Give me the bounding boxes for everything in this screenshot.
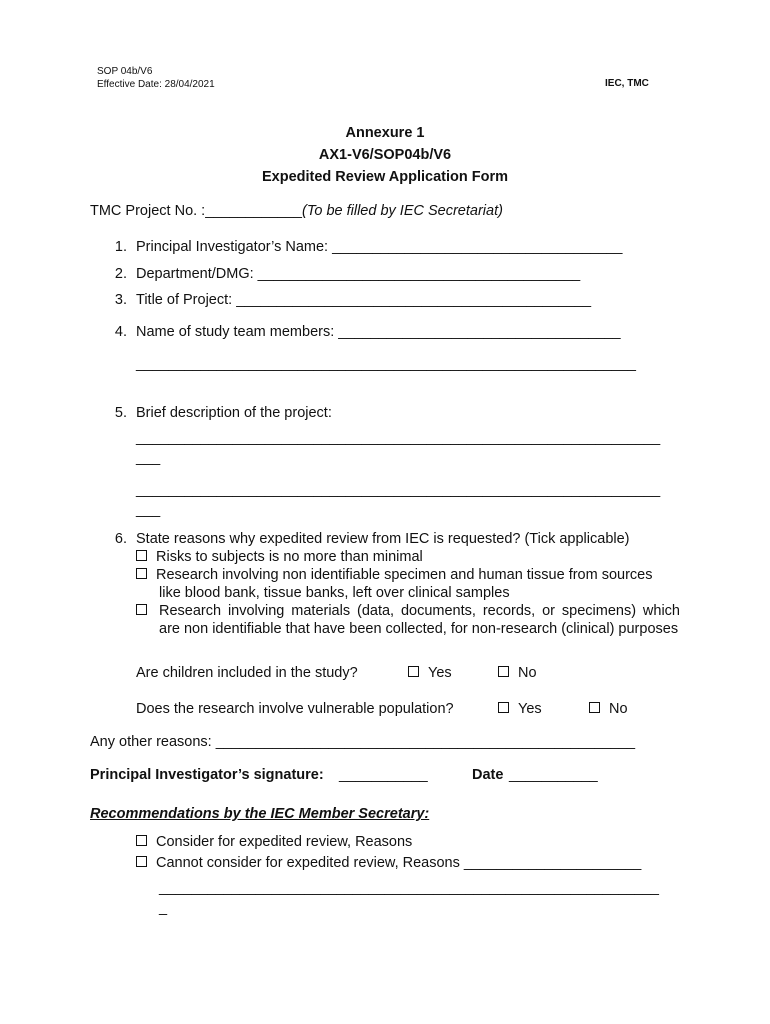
checkbox-icon[interactable]: [136, 835, 147, 846]
children-yes-option[interactable]: [408, 665, 452, 681]
department-field[interactable]: Department/DMG: ________________________________________: [136, 266, 581, 282]
vulnerable-yes-label: Yes: [518, 701, 542, 717]
consider-option[interactable]: [136, 834, 412, 850]
checkbox-icon[interactable]: [408, 666, 419, 677]
sop-number: SOP 04b/V6: [97, 66, 153, 77]
effective-date: Effective Date: 28/04/2021: [97, 79, 215, 90]
item-4-number: 4.: [114, 324, 127, 340]
checkbox-icon[interactable]: [498, 666, 509, 677]
checkbox-icon[interactable]: [589, 702, 600, 713]
annexure-title: Annexure 1: [345, 125, 425, 141]
project-no-row: [90, 203, 503, 219]
reasons-line[interactable]: ______________________________________________________________: [159, 880, 659, 896]
team-members-field[interactable]: Name of study team members: ___________________________________: [136, 324, 621, 340]
item-2-number: 2.: [114, 266, 127, 282]
vulnerable-question: Does the research involve vulnerable population?: [136, 701, 454, 717]
cannot-consider-option[interactable]: [136, 855, 641, 871]
cannot-consider-label: Cannot consider for expedited review, Reasons ______________________: [156, 855, 642, 871]
description-line-1[interactable]: _________________________________________________________________: [136, 430, 661, 446]
recommendations-heading: Recommendations by the IEC Member Secretary:: [90, 806, 430, 822]
description-line-1b[interactable]: ___: [136, 450, 161, 466]
checkbox-icon[interactable]: [136, 550, 147, 561]
reasons-line-b[interactable]: _: [159, 900, 168, 916]
children-question: Are children included in the study?: [136, 665, 358, 681]
reason-specimen-label: Research involving non identifiable specimen and human tissue from sources: [156, 567, 653, 583]
vulnerable-no-option[interactable]: [589, 701, 628, 717]
item-5-number: 5.: [114, 405, 127, 421]
checkbox-icon[interactable]: [498, 702, 509, 713]
reason-non-identifiable-materials[interactable]: [136, 603, 156, 619]
reason-minimal-risk[interactable]: [136, 549, 423, 565]
description-line-2b[interactable]: ___: [136, 502, 161, 518]
consider-label: Consider for expedited review, Reasons: [156, 834, 413, 850]
form-code: AX1-V6/SOP04b/V6: [318, 147, 452, 163]
children-yes-label: Yes: [428, 665, 452, 681]
children-no-option[interactable]: [498, 665, 537, 681]
reason-non-identifiable-specimen[interactable]: [136, 567, 653, 583]
other-reasons-field[interactable]: Any other reasons: ____________________________________________________: [90, 734, 636, 750]
team-members-line-2[interactable]: ______________________________________________________________: [136, 356, 636, 372]
item-6-number: 6.: [114, 531, 127, 547]
date-label: Date: [472, 767, 504, 783]
checkbox-icon[interactable]: [136, 604, 147, 615]
pi-name-field[interactable]: Principal Investigator’s Name: ____________________________________: [136, 239, 623, 255]
reason-minimal-risk-label: Risks to subjects is no more than minimal: [156, 549, 423, 565]
children-no-label: No: [518, 665, 537, 681]
vulnerable-yes-option[interactable]: [498, 701, 542, 717]
project-no-blank[interactable]: ____________: [205, 203, 302, 219]
project-title-field[interactable]: Title of Project: ____________________________________________: [136, 292, 592, 308]
description-label: Brief description of the project:: [136, 405, 332, 421]
reason-materials-label: Research involving materials (data, documents, records, or specimens) which are non identifiable that have been collected, for non-research (clinical) purposes: [159, 603, 680, 637]
checkbox-icon[interactable]: [136, 856, 147, 867]
reasons-label: State reasons why expedited review from IEC is requested? (Tick applicable): [136, 531, 630, 547]
pi-signature-label: Principal Investigator’s signature:: [90, 767, 324, 783]
item-1-number: 1.: [114, 239, 127, 255]
organization: IEC, TMC: [605, 78, 649, 89]
date-field[interactable]: ___________: [509, 767, 598, 783]
reason-specimen-label-cont: like blood bank, tissue banks, left over clinical samples: [159, 585, 510, 601]
item-3-number: 3.: [114, 292, 127, 308]
project-no-note: (To be filled by IEC Secretariat): [302, 203, 503, 219]
vulnerable-no-label: No: [609, 701, 628, 717]
form-title: Expedited Review Application Form: [261, 169, 508, 185]
pi-signature-field[interactable]: ___________: [339, 767, 428, 783]
project-no-label: TMC Project No. :: [90, 203, 206, 219]
description-line-2[interactable]: _________________________________________________________________: [136, 482, 661, 498]
checkbox-icon[interactable]: [136, 568, 147, 579]
